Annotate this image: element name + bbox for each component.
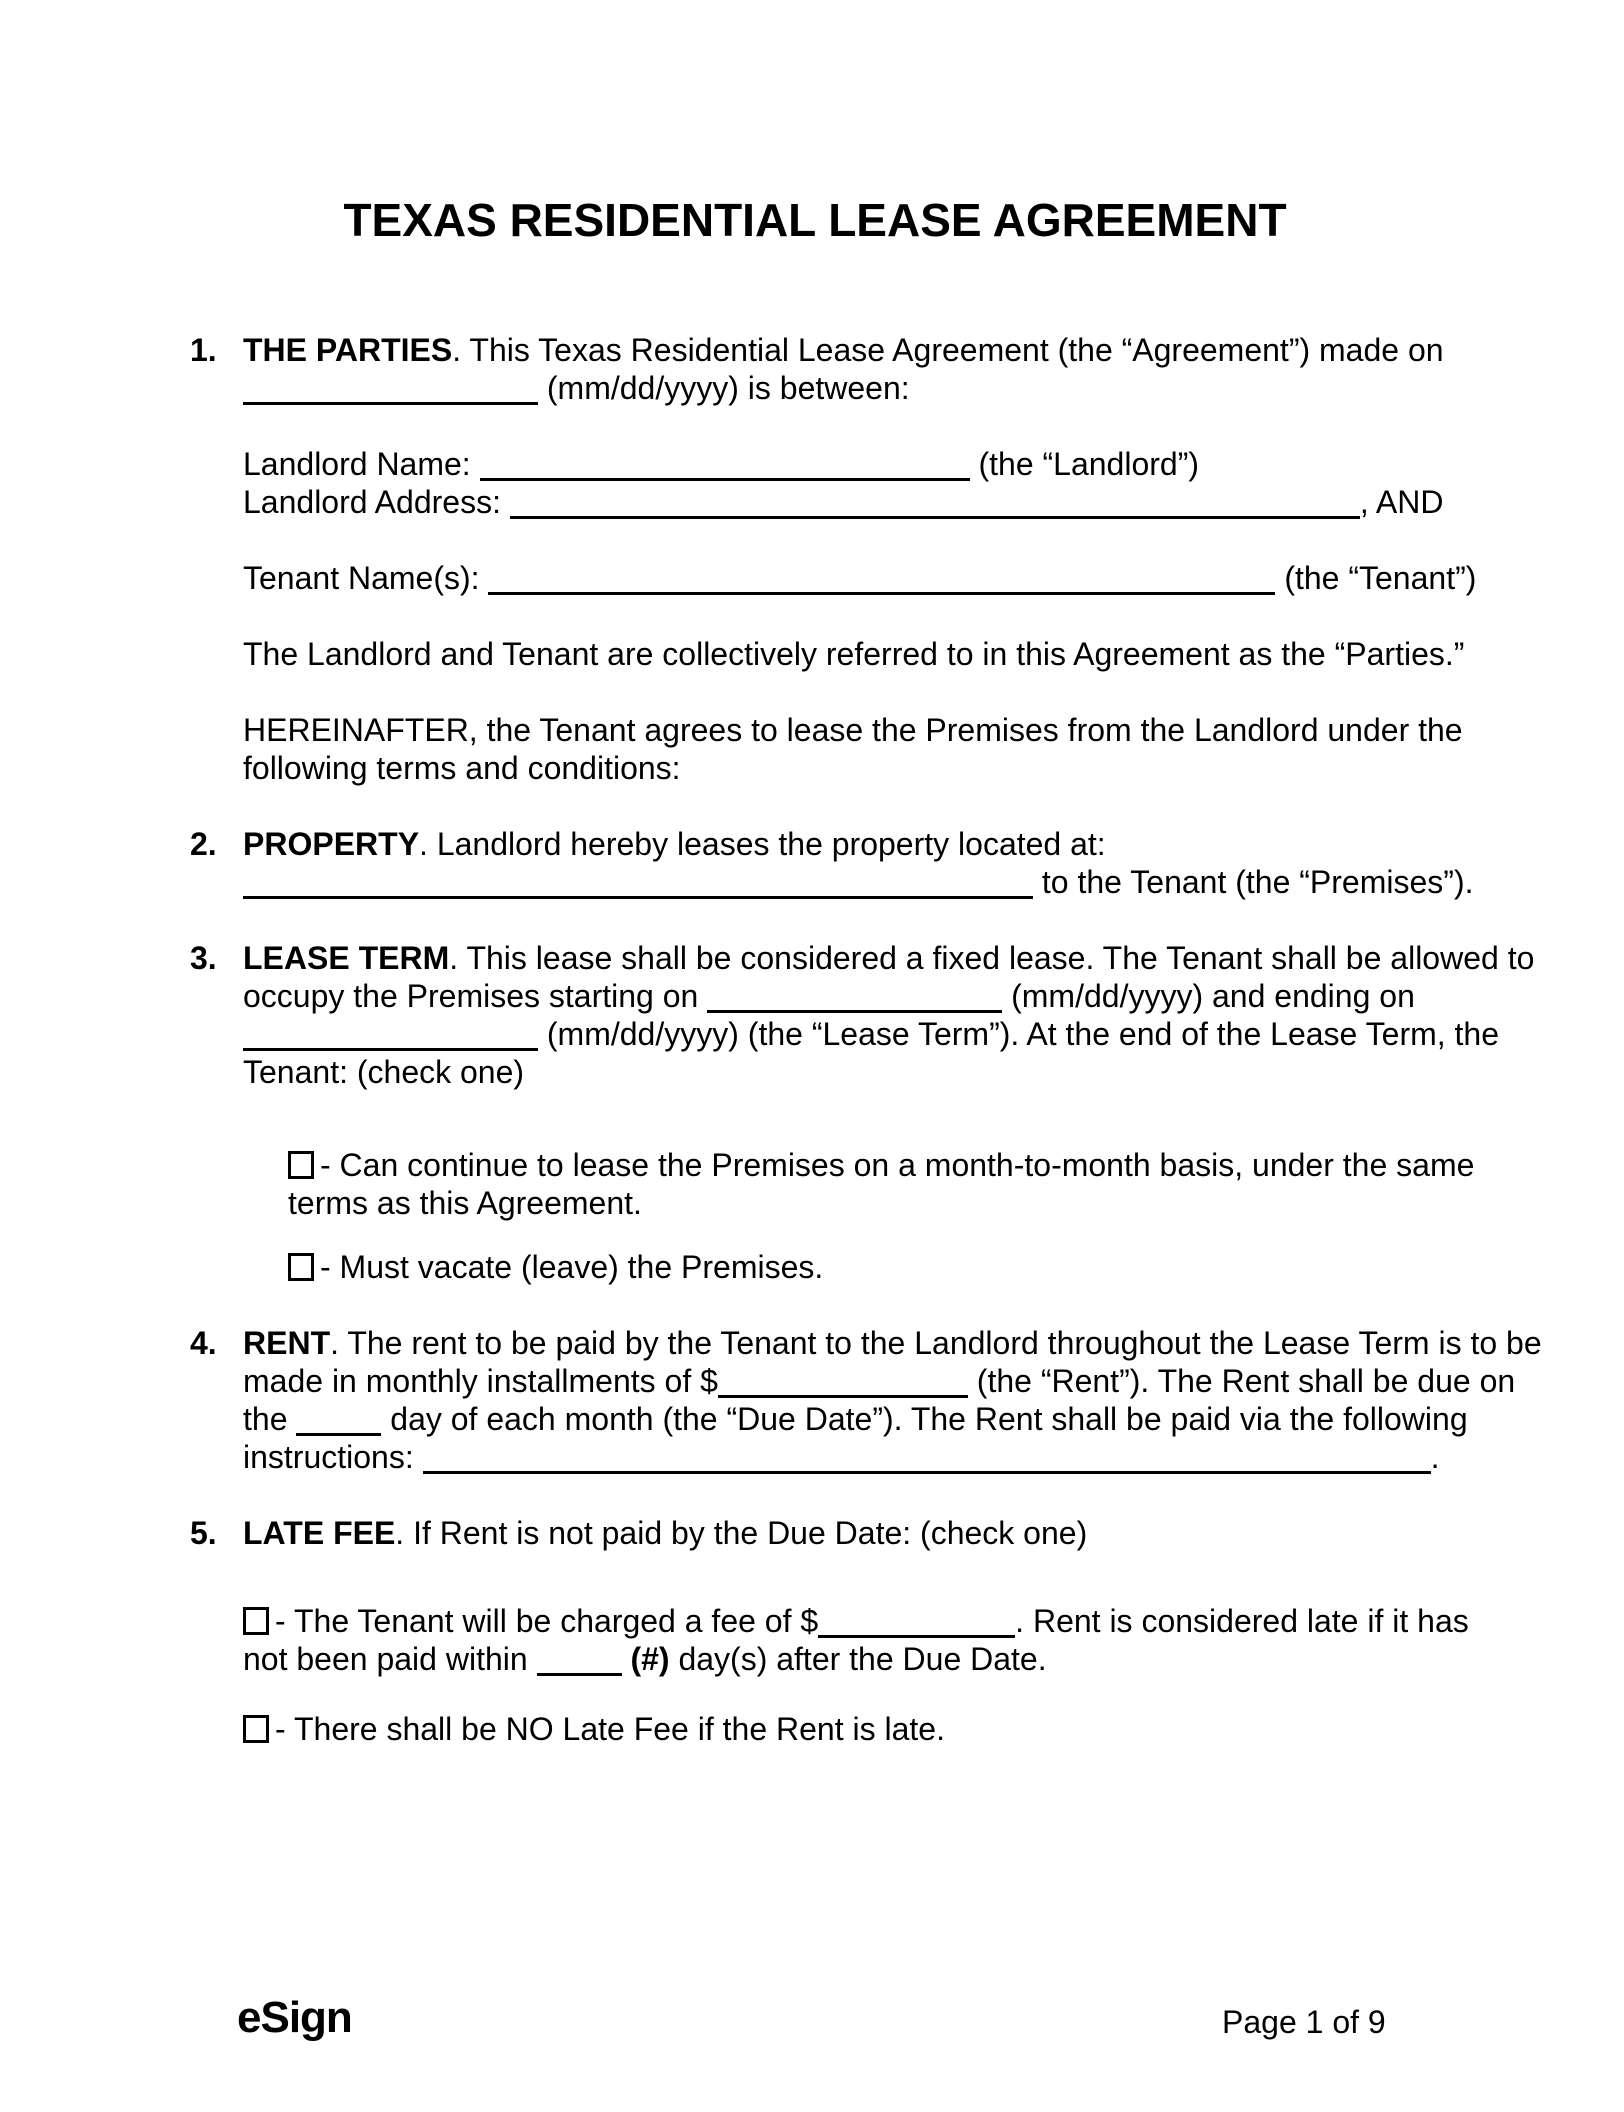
parties-text-1: . This Texas Residential Lease Agreement (the “Agreement”) made on (452, 332, 1444, 368)
rent-line-1 (243, 1324, 1542, 1362)
rent-text-4b: . (1430, 1439, 1440, 1475)
option-line (243, 1710, 1440, 1748)
hereinafter-line-2: following terms and conditions: (243, 750, 681, 786)
late-fee-text-1: . If Rent is not paid by the Due Date: (check one) (395, 1515, 1088, 1551)
property-line-1 (243, 825, 1440, 863)
lease-term-text-1: . This lease shall be considered a fixed lease. The Tenant shall be allowed to (449, 940, 1535, 976)
late-fee-days-field[interactable] (537, 1669, 622, 1676)
section-property (190, 825, 1474, 901)
payment-instructions-field[interactable] (423, 1467, 1431, 1474)
late-fee-option-charged (243, 1602, 1469, 1678)
page-indicator: Page 1 of 9 (1222, 2004, 1386, 2040)
lease-start-date-field[interactable] (707, 1006, 1002, 1013)
option-line-2: terms as this Agreement. (288, 1185, 642, 1221)
hereinafter-paragraph (243, 711, 1463, 787)
lease-term-line-3 (243, 1015, 1500, 1053)
rent-line-2 (243, 1362, 1516, 1400)
option-text-a: - The Tenant will be charged a fee of $ (275, 1603, 819, 1639)
parties-text-2: (mm/dd/yyyy) is between: (546, 370, 910, 406)
landlord-block (243, 445, 1444, 521)
late-fee-line-1 (243, 1514, 1440, 1552)
option-text-hash: (#) (630, 1641, 670, 1677)
landlord-address-field[interactable] (510, 512, 1360, 519)
property-address-field[interactable] (243, 892, 1033, 899)
landlord-address-label: Landlord Address: (243, 484, 501, 520)
tenant-name-suffix: (the “Tenant”) (1284, 560, 1477, 596)
section-lease-term (190, 939, 1535, 1091)
section-rent (190, 1324, 1542, 1476)
agreement-date-field[interactable] (243, 398, 538, 405)
tenant-name-line (243, 559, 1477, 597)
rent-text-2a: made in monthly installments of $ (243, 1363, 718, 1399)
document-title: TEXAS RESIDENTIAL LEASE AGREEMENT (343, 194, 1287, 246)
option-text: - Can continue to lease the Premises on a month-to-month basis, under the same (320, 1147, 1475, 1183)
option-text: - There shall be NO Late Fee if the Rent is late. (275, 1711, 945, 1747)
lease-term-option-vacate (288, 1248, 1440, 1286)
tenant-block (243, 559, 1477, 597)
landlord-name-line (243, 445, 1440, 483)
section-the-parties (190, 331, 1444, 407)
document-content (190, 0, 1542, 1748)
section-label: LEASE TERM (243, 940, 450, 976)
vacate-checkbox[interactable] (288, 1253, 314, 1281)
landlord-address-suffix: , AND (1359, 484, 1444, 520)
rent-text-2b: (the “Rent”). The Rent shall be due on (976, 1363, 1516, 1399)
tenant-name-label: Tenant Name(s): (243, 560, 480, 596)
property-line-2 (243, 863, 1474, 901)
hereinafter-line-1: HEREINAFTER, the Tenant agrees to lease the Premises from the Landlord under the (243, 712, 1463, 748)
option-text-c: not been paid within (243, 1641, 528, 1677)
rent-text-3a: the (243, 1401, 288, 1437)
section-number: 1. (190, 332, 217, 368)
landlord-address-line (243, 483, 1444, 521)
rent-text-1: . The rent to be paid by the Tenant to the Landlord throughout the Lease Term is to be (330, 1325, 1542, 1361)
property-text-2: to the Tenant (the “Premises”). (1041, 864, 1474, 900)
landlord-name-label: Landlord Name: (243, 446, 471, 482)
section-label: LATE FEE (243, 1515, 396, 1551)
late-fee-charged-checkbox[interactable] (243, 1607, 269, 1635)
landlord-name-field[interactable] (480, 474, 970, 481)
rent-line-3 (243, 1400, 1468, 1438)
option-line (288, 1248, 1440, 1286)
section-label: THE PARTIES (243, 332, 453, 368)
section-label: PROPERTY (243, 826, 420, 862)
lease-term-text-3: (mm/dd/yyyy) (the “Lease Term”). At the end of the Lease Term, the (546, 1016, 1500, 1052)
rent-text-3b: day of each month (the “Due Date”). The Rent shall be paid via the following (390, 1401, 1468, 1437)
lease-term-line-1 (243, 939, 1535, 977)
option-line (288, 1146, 1475, 1184)
late-fee-amount-field[interactable] (818, 1631, 1015, 1638)
lease-term-option-month-to-month (288, 1146, 1475, 1222)
rent-amount-field[interactable] (718, 1391, 968, 1398)
late-fee-option-none (243, 1710, 1440, 1748)
lease-term-line-4: Tenant: (check one) (243, 1054, 525, 1090)
option-text: - Must vacate (leave) the Premises. (320, 1249, 824, 1285)
rent-due-day-field[interactable] (296, 1429, 381, 1436)
rent-line-4 (243, 1438, 1440, 1476)
option-line (243, 1602, 1469, 1640)
option-text-d: day(s) after the Due Date. (678, 1641, 1047, 1677)
lease-term-text-2b: (mm/dd/yyyy) and ending on (1011, 978, 1415, 1014)
section-late-fee (190, 1514, 1440, 1552)
section-number: 2. (190, 826, 217, 862)
parties-line-1 (243, 331, 1444, 369)
landlord-name-suffix: (the “Landlord”) (978, 446, 1200, 482)
lease-term-text-2a: occupy the Premises starting on (243, 978, 699, 1014)
rent-text-4a: instructions: (243, 1439, 414, 1475)
lease-term-line-2 (243, 977, 1440, 1015)
parties-note-line: The Landlord and Tenant are collectively referred to in this Agreement as the “Parties.” (243, 636, 1465, 672)
option-text-b: . Rent is considered late if it has (1015, 1603, 1469, 1639)
lease-end-date-field[interactable] (243, 1044, 538, 1051)
section-number: 3. (190, 940, 217, 976)
option-line-2 (243, 1640, 1440, 1678)
section-number: 5. (190, 1515, 217, 1551)
no-late-fee-checkbox[interactable] (243, 1715, 269, 1743)
property-text-1: . Landlord hereby leases the property located at: (419, 826, 1106, 862)
esign-logo: eSign (237, 1993, 352, 2042)
tenant-names-field[interactable] (488, 588, 1275, 595)
month-to-month-checkbox[interactable] (288, 1151, 314, 1179)
parties-note (243, 635, 1465, 673)
section-number: 4. (190, 1325, 217, 1361)
parties-line-2 (243, 369, 1440, 407)
section-label: RENT (243, 1325, 331, 1361)
